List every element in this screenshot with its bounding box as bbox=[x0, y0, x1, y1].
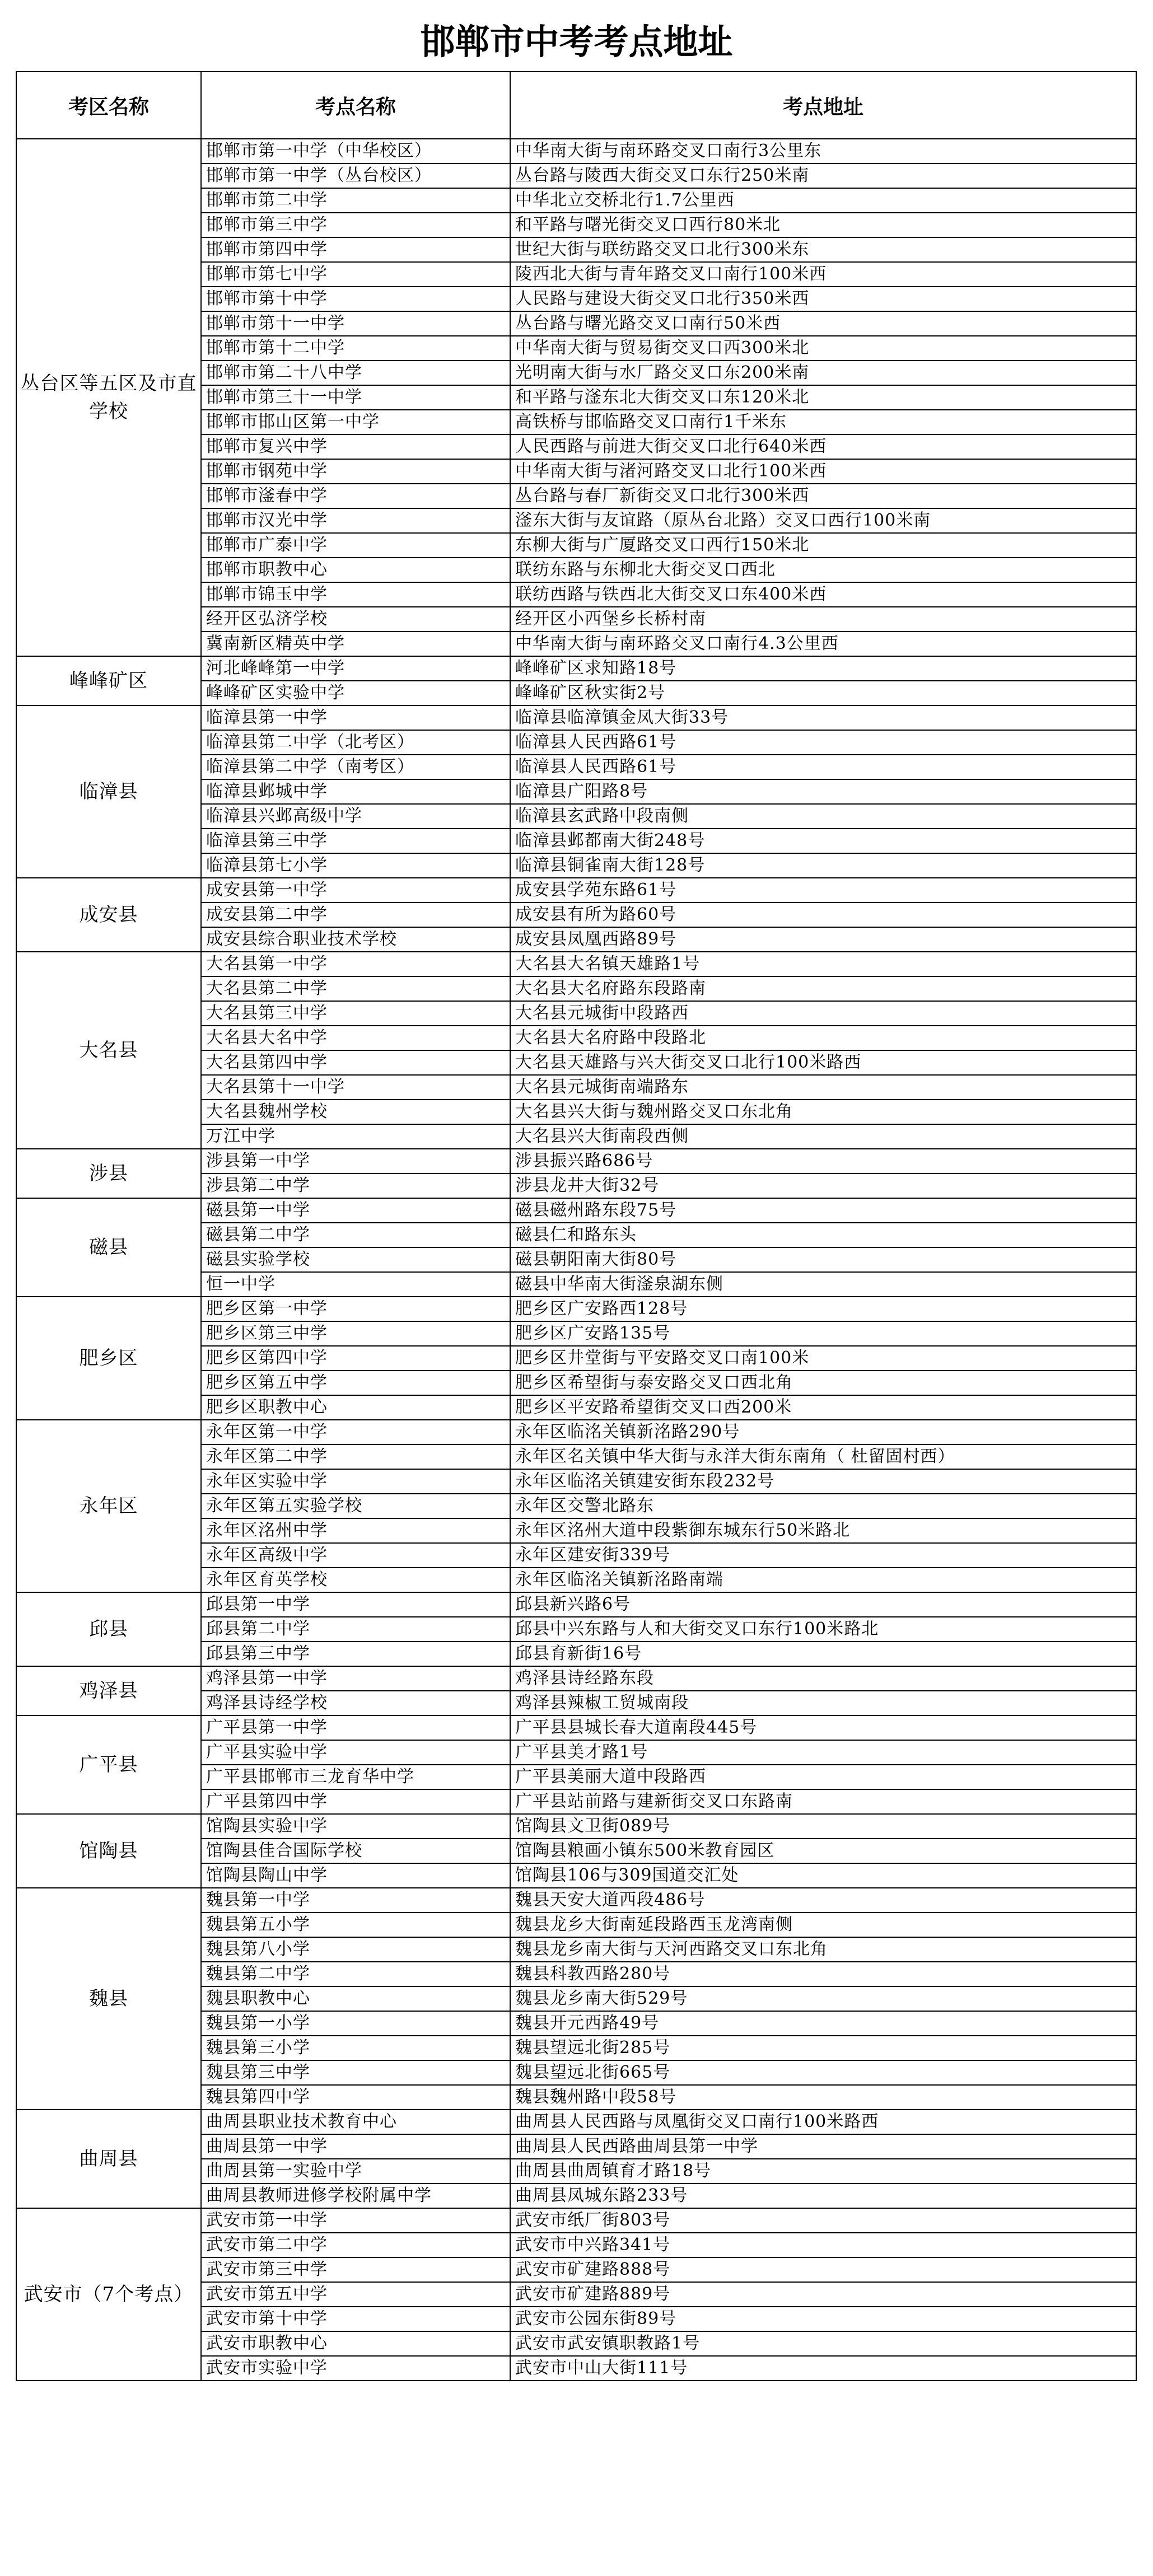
site-address-cell: 邱县育新街16号 bbox=[510, 1642, 1136, 1666]
site-address-cell: 魏县望远北街285号 bbox=[510, 2036, 1136, 2060]
table-row bbox=[16, 656, 1136, 681]
site-address-cell: 峰峰矿区秋实街2号 bbox=[510, 681, 1136, 705]
site-address-cell: 磁县朝阳南大街80号 bbox=[510, 1247, 1136, 1272]
site-address-cell: 武安市矿建路888号 bbox=[510, 2257, 1136, 2282]
site-address-cell: 肥乡区广安路135号 bbox=[510, 1321, 1136, 1346]
site-name-cell: 肥乡区第五中学 bbox=[201, 1371, 510, 1395]
site-name-cell: 邯郸市第四中学 bbox=[201, 237, 510, 262]
district-name-cell: 丛台区等五区及市直学校 bbox=[16, 139, 201, 656]
district-name-cell: 永年区 bbox=[16, 1420, 201, 1592]
site-address-cell: 魏县龙乡大街南延段路西玉龙湾南侧 bbox=[510, 1913, 1136, 1937]
site-name-cell: 邯郸市汉光中学 bbox=[201, 508, 510, 533]
table-row bbox=[16, 952, 1136, 976]
site-address-cell: 大名县大名府路东段路南 bbox=[510, 976, 1136, 1001]
site-name-cell: 临漳县第一中学 bbox=[201, 705, 510, 730]
site-name-cell: 临漳县第三中学 bbox=[201, 829, 510, 853]
site-name-cell: 曲周县第一实验中学 bbox=[201, 2159, 510, 2184]
site-name-cell: 永年区第五实验学校 bbox=[201, 1494, 510, 1518]
site-address-cell: 魏县魏州路中段58号 bbox=[510, 2085, 1136, 2110]
site-address-cell: 临漳县铜雀南大街128号 bbox=[510, 853, 1136, 878]
site-address-cell: 永年区临洺关镇建安街东段232号 bbox=[510, 1469, 1136, 1494]
table-row bbox=[16, 139, 1136, 163]
site-name-cell: 魏县第三小学 bbox=[201, 2036, 510, 2060]
site-address-cell: 东柳大街与广厦路交叉口西行150米北 bbox=[510, 533, 1136, 558]
site-name-cell: 肥乡区第一中学 bbox=[201, 1297, 510, 1321]
site-name-cell: 邯郸市第一中学（中华校区） bbox=[201, 139, 510, 163]
page-title: 邯郸市中考考点地址 bbox=[420, 21, 733, 62]
site-name-cell: 邱县第三中学 bbox=[201, 1642, 510, 1666]
site-name-cell: 大名县第四中学 bbox=[201, 1050, 510, 1075]
district-name-cell: 磁县 bbox=[16, 1198, 201, 1297]
header-district: 考区名称 bbox=[16, 72, 201, 139]
district-name-cell: 馆陶县 bbox=[16, 1814, 201, 1888]
district-name-cell: 魏县 bbox=[16, 1888, 201, 2110]
site-name-cell: 邯郸市邯山区第一中学 bbox=[201, 410, 510, 434]
district-name-cell: 临漳县 bbox=[16, 705, 201, 878]
site-name-cell: 曲周县职业技术教育中心 bbox=[201, 2110, 510, 2134]
site-name-cell: 万江中学 bbox=[201, 1124, 510, 1149]
site-address-cell: 广平县美丽大道中段路西 bbox=[510, 1765, 1136, 1789]
site-address-cell: 磁县中华南大街滏泉湖东侧 bbox=[510, 1272, 1136, 1297]
table-row bbox=[16, 878, 1136, 903]
site-name-cell: 大名县大名中学 bbox=[201, 1026, 510, 1050]
site-name-cell: 大名县魏州学校 bbox=[201, 1100, 510, 1124]
site-name-cell: 涉县第一中学 bbox=[201, 1149, 510, 1174]
site-name-cell: 永年区第二中学 bbox=[201, 1444, 510, 1469]
site-address-cell: 鸡泽县辣椒工贸城南段 bbox=[510, 1691, 1136, 1715]
site-name-cell: 永年区第一中学 bbox=[201, 1420, 510, 1444]
table-row bbox=[16, 1420, 1136, 1444]
site-name-cell: 成安县第一中学 bbox=[201, 878, 510, 903]
site-address-cell: 肥乡区希望街与泰安路交叉口西北角 bbox=[510, 1371, 1136, 1395]
site-address-cell: 中华南大街与南环路交叉口南行3公里东 bbox=[510, 139, 1136, 163]
site-address-cell: 广平县站前路与建新街交叉口东路南 bbox=[510, 1789, 1136, 1814]
site-address-cell: 永年区建安街339号 bbox=[510, 1543, 1136, 1568]
site-name-cell: 广平县第四中学 bbox=[201, 1789, 510, 1814]
site-address-cell: 武安市中山大街111号 bbox=[510, 2356, 1136, 2381]
site-name-cell: 魏县第二中学 bbox=[201, 1962, 510, 1986]
site-name-cell: 邯郸市钢苑中学 bbox=[201, 459, 510, 484]
table-row bbox=[16, 2208, 1136, 2233]
site-name-cell: 邯郸市锦玉中学 bbox=[201, 582, 510, 607]
site-name-cell: 邱县第二中学 bbox=[201, 1617, 510, 1642]
site-name-cell: 临漳县第七小学 bbox=[201, 853, 510, 878]
site-name-cell: 武安市职教中心 bbox=[201, 2331, 510, 2356]
site-address-cell: 临漳县人民西路61号 bbox=[510, 755, 1136, 779]
site-name-cell: 邱县第一中学 bbox=[201, 1592, 510, 1617]
site-name-cell: 武安市实验中学 bbox=[201, 2356, 510, 2381]
site-name-cell: 鸡泽县第一中学 bbox=[201, 1666, 510, 1691]
site-name-cell: 恒一中学 bbox=[201, 1272, 510, 1297]
site-name-cell: 邯郸市复兴中学 bbox=[201, 434, 510, 459]
site-name-cell: 永年区洺州中学 bbox=[201, 1518, 510, 1543]
site-name-cell: 魏县第一中学 bbox=[201, 1888, 510, 1913]
site-address-cell: 曲周县曲周镇育才路18号 bbox=[510, 2159, 1136, 2184]
site-address-cell: 中华北立交桥北行1.7公里西 bbox=[510, 188, 1136, 213]
table-row bbox=[16, 1666, 1136, 1691]
district-name-cell: 广平县 bbox=[16, 1715, 201, 1814]
site-name-cell: 临漳县第二中学（北考区） bbox=[201, 730, 510, 755]
site-address-cell: 曲周县人民西路曲周县第一中学 bbox=[510, 2134, 1136, 2159]
site-address-cell: 磁县仁和路东头 bbox=[510, 1223, 1136, 1247]
site-address-cell: 联纺东路与东柳北大街交叉口西北 bbox=[510, 558, 1136, 582]
site-name-cell: 峰峰矿区实验中学 bbox=[201, 681, 510, 705]
district-name-cell: 峰峰矿区 bbox=[16, 656, 201, 705]
site-name-cell: 冀南新区精英中学 bbox=[201, 632, 510, 656]
site-name-cell: 魏县第三中学 bbox=[201, 2060, 510, 2085]
site-name-cell: 广平县第一中学 bbox=[201, 1715, 510, 1740]
table-row bbox=[16, 1149, 1136, 1174]
site-address-cell: 成安县学苑东路61号 bbox=[510, 878, 1136, 903]
site-name-cell: 磁县第一中学 bbox=[201, 1198, 510, 1223]
site-address-cell: 人民西路与前进大街交叉口北行640米西 bbox=[510, 434, 1136, 459]
site-name-cell: 武安市第三中学 bbox=[201, 2257, 510, 2282]
site-address-cell: 大名县兴大街与魏州路交叉口东北角 bbox=[510, 1100, 1136, 1124]
site-name-cell: 大名县第二中学 bbox=[201, 976, 510, 1001]
district-name-cell: 大名县 bbox=[16, 952, 201, 1149]
site-name-cell: 成安县第二中学 bbox=[201, 903, 510, 927]
site-address-cell: 高铁桥与邯临路交叉口南行1千米东 bbox=[510, 410, 1136, 434]
district-name-cell: 曲周县 bbox=[16, 2110, 201, 2208]
site-address-cell: 涉县龙井大街32号 bbox=[510, 1174, 1136, 1198]
table-row bbox=[16, 1297, 1136, 1321]
district-name-cell: 涉县 bbox=[16, 1149, 201, 1198]
site-address-cell: 馆陶县粮画小镇东500米教育园区 bbox=[510, 1839, 1136, 1863]
site-address-cell: 大名县天雄路与兴大街交叉口北行100米路西 bbox=[510, 1050, 1136, 1075]
site-address-cell: 魏县龙乡南大街与天河西路交叉口东北角 bbox=[510, 1937, 1136, 1962]
site-name-cell: 魏县第一小学 bbox=[201, 2011, 510, 2036]
site-address-cell: 陵西北大街与青年路交叉口南行100米西 bbox=[510, 262, 1136, 287]
site-address-cell: 丛台路与陵西大街交叉口东行250米南 bbox=[510, 163, 1136, 188]
site-address-cell: 大名县大名镇天雄路1号 bbox=[510, 952, 1136, 976]
exam-site-table bbox=[16, 71, 1137, 2381]
site-address-cell: 和平路与滏东北大街交叉口东120米北 bbox=[510, 385, 1136, 410]
site-name-cell: 邯郸市第二十八中学 bbox=[201, 361, 510, 385]
site-name-cell: 广平县邯郸市三龙育华中学 bbox=[201, 1765, 510, 1789]
site-name-cell: 邯郸市第三中学 bbox=[201, 213, 510, 237]
district-name-cell: 成安县 bbox=[16, 878, 201, 952]
site-name-cell: 武安市第二中学 bbox=[201, 2233, 510, 2257]
table-row bbox=[16, 1592, 1136, 1617]
site-name-cell: 肥乡区第四中学 bbox=[201, 1346, 510, 1371]
site-address-cell: 曲周县凤城东路233号 bbox=[510, 2184, 1136, 2208]
site-address-cell: 广平县美才路1号 bbox=[510, 1740, 1136, 1765]
site-address-cell: 肥乡区井堂街与平安路交叉口南100米 bbox=[510, 1346, 1136, 1371]
site-name-cell: 磁县实验学校 bbox=[201, 1247, 510, 1272]
site-name-cell: 邯郸市滏春中学 bbox=[201, 484, 510, 508]
site-name-cell: 邯郸市职教中心 bbox=[201, 558, 510, 582]
site-address-cell: 永年区临洺关镇新洺路南端 bbox=[510, 1568, 1136, 1592]
site-address-cell: 丛台路与曙光路交叉口南行50米西 bbox=[510, 311, 1136, 336]
site-address-cell: 大名县大名府路中段路北 bbox=[510, 1026, 1136, 1050]
site-name-cell: 邯郸市第十二中学 bbox=[201, 336, 510, 361]
site-name-cell: 经开区弘济学校 bbox=[201, 607, 510, 632]
site-name-cell: 邯郸市第十中学 bbox=[201, 287, 510, 311]
site-name-cell: 曲周县第一中学 bbox=[201, 2134, 510, 2159]
site-address-cell: 大名县兴大街南段西侧 bbox=[510, 1124, 1136, 1149]
site-address-cell: 中华南大街与贸易街交叉口西300米北 bbox=[510, 336, 1136, 361]
site-address-cell: 临漳县邺都南大街248号 bbox=[510, 829, 1136, 853]
site-name-cell: 磁县第二中学 bbox=[201, 1223, 510, 1247]
site-address-cell: 魏县科教西路280号 bbox=[510, 1962, 1136, 1986]
site-address-cell: 武安市纸厂街803号 bbox=[510, 2208, 1136, 2233]
site-name-cell: 大名县第十一中学 bbox=[201, 1075, 510, 1100]
site-address-cell: 魏县开元西路49号 bbox=[510, 2011, 1136, 2036]
site-address-cell: 馆陶县106与309国道交汇处 bbox=[510, 1863, 1136, 1888]
district-name-cell: 武安市（7个考点） bbox=[16, 2208, 201, 2381]
site-address-cell: 邱县中兴东路与人和大街交叉口东行100米路北 bbox=[510, 1617, 1136, 1642]
table-row bbox=[16, 1814, 1136, 1839]
site-address-cell: 联纺西路与铁西北大街交叉口东400米西 bbox=[510, 582, 1136, 607]
site-address-cell: 中华南大街与渚河路交叉口北行100米西 bbox=[510, 459, 1136, 484]
site-name-cell: 临漳县第二中学（南考区） bbox=[201, 755, 510, 779]
site-name-cell: 临漳县邺城中学 bbox=[201, 779, 510, 804]
site-address-cell: 临漳县临漳镇金凤大街33号 bbox=[510, 705, 1136, 730]
site-address-cell: 曲周县人民西路与凤凰街交叉口南行100米路西 bbox=[510, 2110, 1136, 2134]
site-address-cell: 峰峰矿区求知路18号 bbox=[510, 656, 1136, 681]
district-name-cell: 邱县 bbox=[16, 1592, 201, 1666]
site-address-cell: 临漳县玄武路中段南侧 bbox=[510, 804, 1136, 829]
site-name-cell: 永年区实验中学 bbox=[201, 1469, 510, 1494]
site-address-cell: 永年区交警北路东 bbox=[510, 1494, 1136, 1518]
site-name-cell: 曲周县教师进修学校附属中学 bbox=[201, 2184, 510, 2208]
site-name-cell: 魏县第八小学 bbox=[201, 1937, 510, 1962]
header-site-address: 考点地址 bbox=[510, 72, 1136, 139]
site-address-cell: 永年区洺州大道中段紫御东城东行50米路北 bbox=[510, 1518, 1136, 1543]
site-name-cell: 大名县第一中学 bbox=[201, 952, 510, 976]
site-address-cell: 永年区名关镇中华大街与永洋大街东南角（ 杜留固村西） bbox=[510, 1444, 1136, 1469]
site-address-cell: 魏县天安大道西段486号 bbox=[510, 1888, 1136, 1913]
site-address-cell: 永年区临洺关镇新洺路290号 bbox=[510, 1420, 1136, 1444]
site-address-cell: 肥乡区平安路希望街交叉口西200米 bbox=[510, 1395, 1136, 1420]
site-name-cell: 永年区育英学校 bbox=[201, 1568, 510, 1592]
site-name-cell: 河北峰峰第一中学 bbox=[201, 656, 510, 681]
site-address-cell: 光明南大街与水厂路交叉口东200米南 bbox=[510, 361, 1136, 385]
site-name-cell: 广平县实验中学 bbox=[201, 1740, 510, 1765]
site-address-cell: 魏县望远北街665号 bbox=[510, 2060, 1136, 2085]
site-name-cell: 邯郸市第三十一中学 bbox=[201, 385, 510, 410]
district-name-cell: 肥乡区 bbox=[16, 1297, 201, 1420]
table-row bbox=[16, 1715, 1136, 1740]
site-name-cell: 鸡泽县诗经学校 bbox=[201, 1691, 510, 1715]
site-name-cell: 魏县第四中学 bbox=[201, 2085, 510, 2110]
site-address-cell: 鸡泽县诗经路东段 bbox=[510, 1666, 1136, 1691]
site-address-cell: 武安市武安镇职教路1号 bbox=[510, 2331, 1136, 2356]
site-name-cell: 馆陶县陶山中学 bbox=[201, 1863, 510, 1888]
site-name-cell: 大名县第三中学 bbox=[201, 1001, 510, 1026]
site-name-cell: 武安市第十中学 bbox=[201, 2307, 510, 2331]
site-address-cell: 和平路与曙光街交叉口西行80米北 bbox=[510, 213, 1136, 237]
site-address-cell: 丛台路与春厂新街交叉口北行300米西 bbox=[510, 484, 1136, 508]
site-address-cell: 武安市公园东街89号 bbox=[510, 2307, 1136, 2331]
site-address-cell: 涉县振兴路686号 bbox=[510, 1149, 1136, 1174]
site-address-cell: 成安县凤凰西路89号 bbox=[510, 927, 1136, 952]
site-name-cell: 涉县第二中学 bbox=[201, 1174, 510, 1198]
site-address-cell: 肥乡区广安路西128号 bbox=[510, 1297, 1136, 1321]
table-row bbox=[16, 1198, 1136, 1223]
site-name-cell: 邯郸市第一中学（丛台校区） bbox=[201, 163, 510, 188]
site-name-cell: 魏县第五小学 bbox=[201, 1913, 510, 1937]
table-body bbox=[16, 139, 1136, 2381]
site-address-cell: 世纪大街与联纺路交叉口北行300米东 bbox=[510, 237, 1136, 262]
site-address-cell: 磁县磁州路东段75号 bbox=[510, 1198, 1136, 1223]
site-name-cell: 馆陶县佳合国际学校 bbox=[201, 1839, 510, 1863]
site-address-cell: 大名县元城街中段路西 bbox=[510, 1001, 1136, 1026]
site-address-cell: 魏县龙乡南大街529号 bbox=[510, 1986, 1136, 2011]
site-name-cell: 永年区高级中学 bbox=[201, 1543, 510, 1568]
site-name-cell: 馆陶县实验中学 bbox=[201, 1814, 510, 1839]
site-name-cell: 临漳县兴邺高级中学 bbox=[201, 804, 510, 829]
site-address-cell: 成安县有所为路60号 bbox=[510, 903, 1136, 927]
header-row bbox=[16, 72, 1136, 139]
site-name-cell: 邯郸市第十一中学 bbox=[201, 311, 510, 336]
site-address-cell: 滏东大街与友谊路（原丛台北路）交叉口西行100米南 bbox=[510, 508, 1136, 533]
site-name-cell: 魏县职教中心 bbox=[201, 1986, 510, 2011]
site-address-cell: 馆陶县文卫街089号 bbox=[510, 1814, 1136, 1839]
table-row bbox=[16, 705, 1136, 730]
site-address-cell: 邱县新兴路6号 bbox=[510, 1592, 1136, 1617]
site-name-cell: 武安市第五中学 bbox=[201, 2282, 510, 2307]
site-name-cell: 邯郸市第二中学 bbox=[201, 188, 510, 213]
site-address-cell: 武安市中兴路341号 bbox=[510, 2233, 1136, 2257]
site-name-cell: 肥乡区职教中心 bbox=[201, 1395, 510, 1420]
site-name-cell: 邯郸市第七中学 bbox=[201, 262, 510, 287]
site-name-cell: 成安县综合职业技术学校 bbox=[201, 927, 510, 952]
site-address-cell: 大名县元城街南端路东 bbox=[510, 1075, 1136, 1100]
site-address-cell: 经开区小西堡乡长桥村南 bbox=[510, 607, 1136, 632]
site-address-cell: 广平县县城长春大道南段445号 bbox=[510, 1715, 1136, 1740]
table-row bbox=[16, 2110, 1136, 2134]
site-address-cell: 人民路与建设大街交叉口北行350米西 bbox=[510, 287, 1136, 311]
site-address-cell: 武安市矿建路889号 bbox=[510, 2282, 1136, 2307]
site-name-cell: 肥乡区第三中学 bbox=[201, 1321, 510, 1346]
site-address-cell: 临漳县人民西路61号 bbox=[510, 730, 1136, 755]
table-row bbox=[16, 1888, 1136, 1913]
site-address-cell: 临漳县广阳路8号 bbox=[510, 779, 1136, 804]
site-name-cell: 邯郸市广泰中学 bbox=[201, 533, 510, 558]
site-address-cell: 中华南大街与南环路交叉口南行4.3公里西 bbox=[510, 632, 1136, 656]
site-name-cell: 武安市第一中学 bbox=[201, 2208, 510, 2233]
district-name-cell: 鸡泽县 bbox=[16, 1666, 201, 1715]
header-site-name: 考点名称 bbox=[201, 72, 510, 139]
